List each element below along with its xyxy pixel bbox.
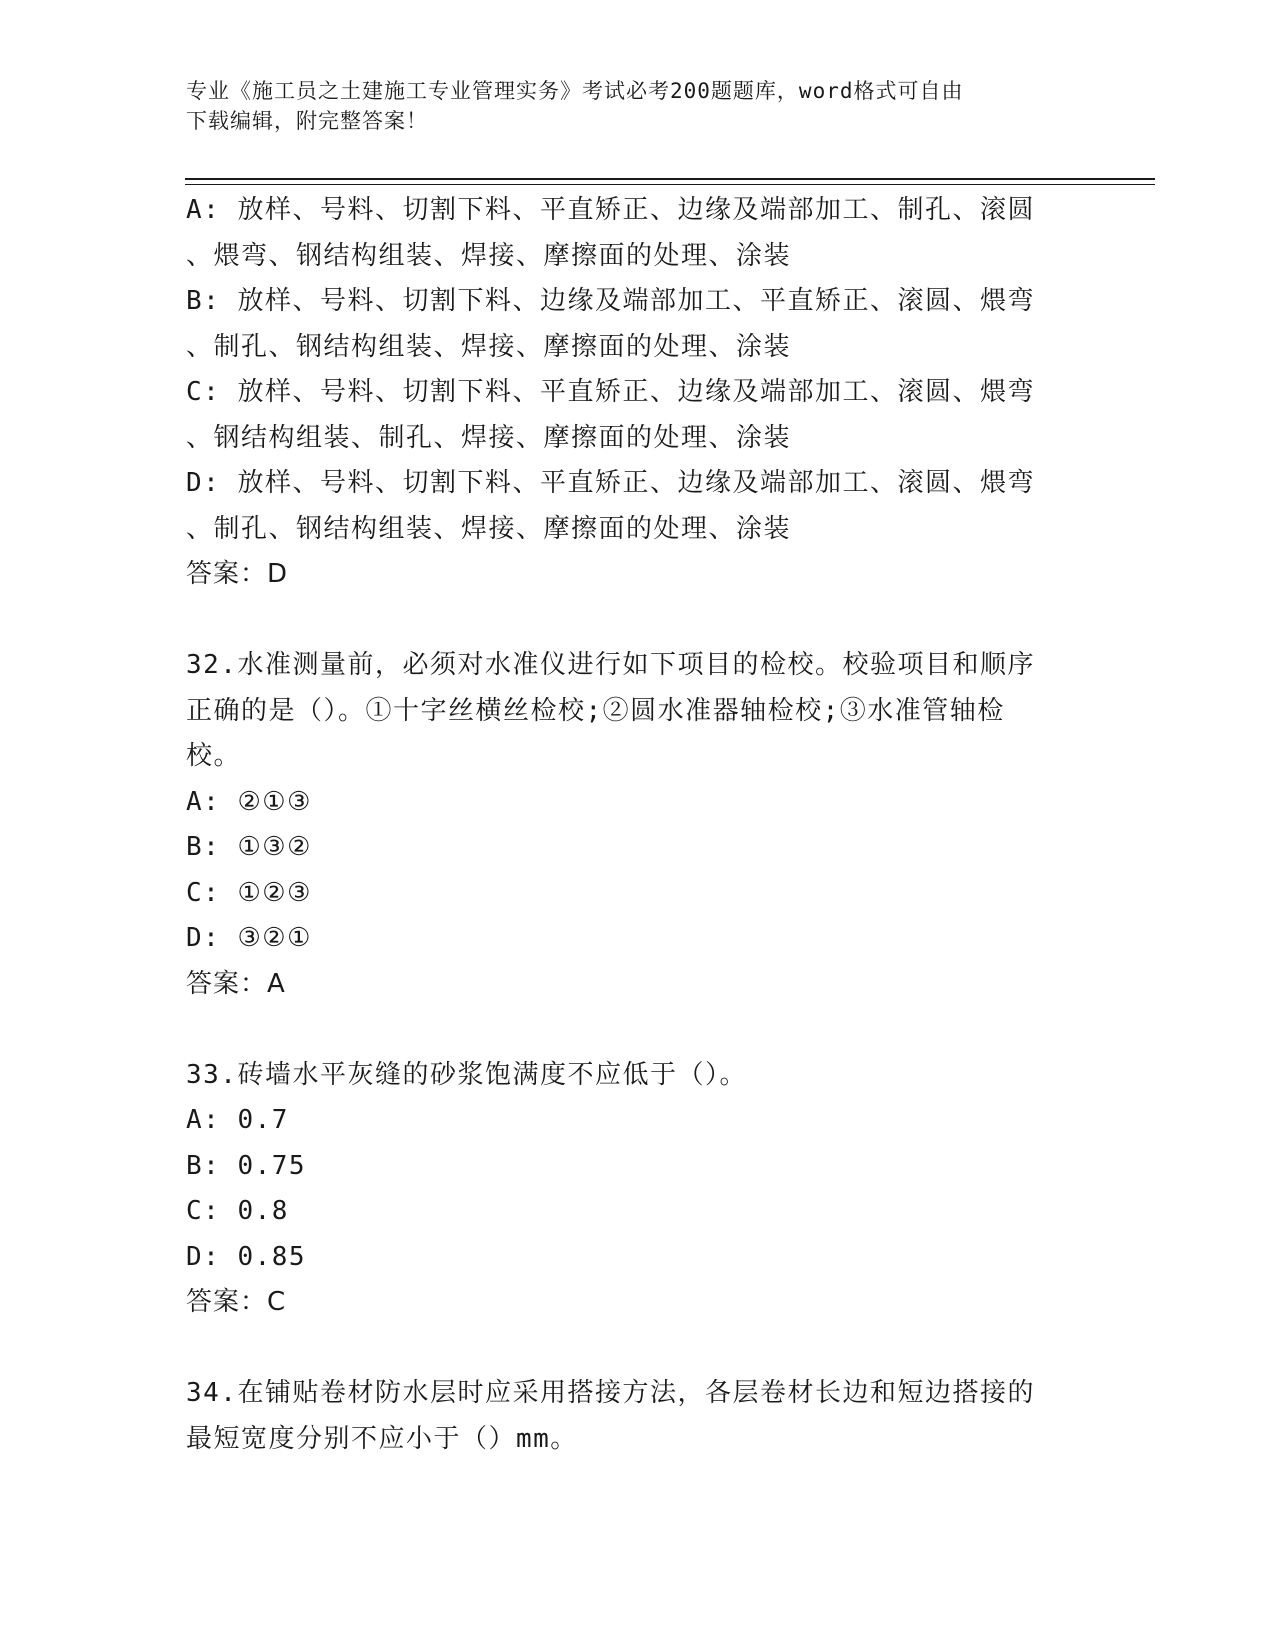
q32-stem-line-1: 32.水准测量前，必须对水准仪进行如下项目的检校。校验项目和顺序 <box>186 650 1035 680</box>
q31-option-d-line-1: D: 放样、号料、切割下料、平直矫正、边缘及端部加工、滚圆、煨弯 <box>186 468 1035 498</box>
spacer <box>186 1007 1086 1053</box>
q32-option-b: B: ①③② <box>186 832 312 862</box>
q32-stem-line-3: 校。 <box>186 741 242 771</box>
spacer <box>186 598 1086 644</box>
question-content <box>186 188 1086 1462</box>
q32-option-c: C: ①②③ <box>186 877 312 908</box>
q32-option-d: D: ③②① <box>186 923 312 953</box>
q33-stem-line-1: 33.砖墙水平灰缝的砂浆饱满度不应低于（）。 <box>186 1059 747 1090</box>
question-32-block <box>186 643 1086 1007</box>
q31-answer: 答案：D <box>186 559 289 589</box>
q31-option-b-line-1: B: 放样、号料、切割下料、边缘及端部加工、平直矫正、滚圆、煨弯 <box>186 286 1035 316</box>
q31-option-b-line-2: 、制孔、钢结构组装、焊接、摩擦面的处理、涂装 <box>186 331 792 362</box>
q32-option-a: A: ②①③ <box>186 786 312 817</box>
q34-stem-line-1: 34.在铺贴卷材防水层时应采用搭接方法，各层卷材长边和短边搭接的 <box>186 1378 1035 1408</box>
q33-answer: 答案：C <box>186 1287 287 1317</box>
q32-answer: 答案：A <box>186 968 286 999</box>
q33-option-d: D: 0.85 <box>186 1241 307 1272</box>
spacer <box>186 1326 1086 1372</box>
q34-stem-line-2: 最短宽度分别不应小于（）mm。 <box>186 1423 578 1454</box>
q33-option-b: B: 0.75 <box>186 1150 307 1181</box>
q31-option-c-line-1: C: 放样、号料、切割下料、平直矫正、边缘及端部加工、滚圆、煨弯 <box>186 377 1035 407</box>
header-divider-thin <box>185 184 1155 185</box>
header-title-line-2: 下载编辑，附完整答案！ <box>186 109 428 133</box>
document-header <box>186 76 1086 136</box>
header-title-line-1: 专业《施工员之土建施工专业管理实务》考试必考200题题库，word格式可自由 <box>186 79 964 103</box>
q33-option-c: C: 0.8 <box>186 1196 289 1226</box>
question-31-block <box>186 188 1086 598</box>
q31-option-a-line-1: A: 放样、号料、切割下料、平直矫正、边缘及端部加工、制孔、滚圆 <box>186 195 1035 225</box>
q31-option-a-line-2: 、煨弯、钢结构组装、焊接、摩擦面的处理、涂装 <box>186 240 792 271</box>
q31-option-c-line-2: 、钢结构组装、制孔、焊接、摩擦面的处理、涂装 <box>186 422 792 453</box>
question-33-block <box>186 1053 1086 1326</box>
question-34-block <box>186 1371 1086 1462</box>
q31-option-d-line-2: 、制孔、钢结构组装、焊接、摩擦面的处理、涂装 <box>186 513 792 544</box>
header-divider-thick <box>185 178 1155 180</box>
q33-option-a: A: 0.7 <box>186 1105 289 1135</box>
q32-stem-line-2: 正确的是（）。①十字丝横丝检校;②圆水准器轴检校;③水准管轴检 <box>186 695 1005 726</box>
